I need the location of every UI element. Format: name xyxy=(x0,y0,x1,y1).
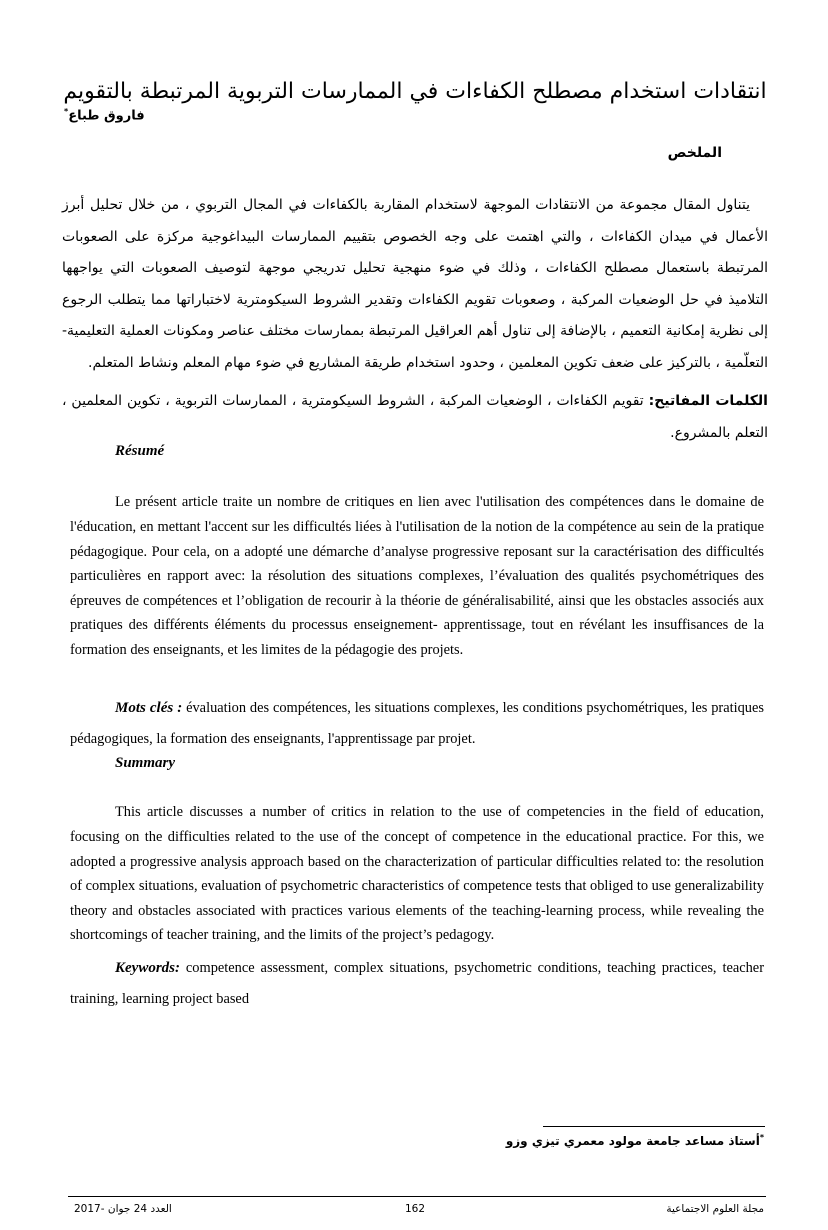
english-keywords xyxy=(70,953,764,1015)
author-footnote-marker: * xyxy=(64,107,69,116)
arabic-abstract-heading: الملخص xyxy=(667,145,722,161)
footnote-text: أستاذ مساعد جامعة مولود معمري تيزي وزو xyxy=(505,1134,760,1148)
footnote-divider xyxy=(543,1126,765,1127)
author-affiliation-footnote xyxy=(506,1133,764,1148)
arabic-abstract-body: يتناول المقال مجموعة من الانتقادات الموجهة لاستخدام المقاربة بالكفاءات في المجال التربوي ، من خلال تحليل أبرز الأعمال في ميدان الكفاءات ، والتي اهتمت على وجه الخصوص بتقييم الممارسات البيداغوجية مركزة على الصعوبات المرتبطة باستعمال مصطلح الكفاءات ، وذلك في ضوء منهجية تحليل تدريجي موجهة لتوصيف الصعوبات التي يواجهها التلاميذ في حل الوضعيات المركبة ، وصعوبات تقويم الكفاءات وتقدير الشروط السيكومترية لاختباراتها مما يتطلب الرجوع إلى نظرية إمكانية التعميم ، بالإضافة إلى تناول أهم العراقيل المرتبطة بممارسات مختلف عناصر ومكونات العملية التعليمية-التعلّمية ، بالتركيز على ضعف تكوين المعلمين ، وحدود استخدام طريقة المشاريع في ضوء مهام المعلم ونشاط المتعلم. xyxy=(62,197,768,371)
footer-page-number: 162 xyxy=(404,1203,426,1215)
footer-issue: العدد 24 جوان -2017 xyxy=(74,1203,172,1215)
footer-journal-name: مجلة العلوم الاجتماعية xyxy=(666,1203,764,1215)
author-name-text: فاروق طباع xyxy=(68,108,145,124)
english-abstract-heading: Summary xyxy=(115,755,176,771)
french-abstract-body: Le présent article traite un nombre de critiques en lien avec l'utilisation des compétences dans le domaine de l'éducation, en mettant l'accent sur les difficultés liées à l'utilisation de la notion de la compétence au sein de la pratique pédagogique. Pour cela, on a adopté une démarche d’analyse progressive reposant sur la caractérisation des difficultés particulières en rapport avec: la résolution des situations complexes, l’évaluation des qualités psychométriques des épreuves de compétences et l’obligation de recourir à la théorie de généralisabilité, ainsi que les obstacles associés aux pratiques des différents éléments du processus enseignement- apprentissage, tout en révélant les insuffisances de la formation des enseignants, et les limites de la pédagogie des projets. xyxy=(70,494,764,658)
article-title: انتقادات استخدام مصطلح الكفاءات في الممارسات التربوية المرتبطة بالتقويم xyxy=(63,78,767,104)
french-abstract-heading: Résumé xyxy=(115,443,165,459)
author-name xyxy=(64,107,145,123)
english-abstract-body: This article discusses a number of critics in relation to the use of competencies in the field of education, focusing on the difficulties related to the use of the concept of competence in the educational practice. For this, we adopted a progressive analysis approach based on the characterization of particular difficulties related to: the resolution of complex situations, evaluation of psychometric characteristics of competence tests that obliged to use generalizability theory and obstacles associated with practices various elements of the teaching-learning process, while revealing the shortcomings of teacher training, and the limits of the project’s pedagogy. xyxy=(70,804,764,944)
arabic-keywords-label: الكلمات المفاتيح: xyxy=(648,393,768,409)
french-keywords-text: évaluation des compétences, les situations complexes, les conditions psychométriques, les pratiques pédagogiques, la formation des enseignants, l'apprentissage par projet. xyxy=(70,700,764,748)
arabic-keywords xyxy=(62,386,768,449)
arabic-keywords-text: تقويم الكفاءات ، الوضعيات المركبة ، الشروط السيكومترية ، الممارسات التربوية ، تكوين المعلمين ، التعلم بالمشروع. xyxy=(62,393,768,441)
french-keywords xyxy=(70,693,764,755)
french-keywords-label: Mots clés : xyxy=(115,700,183,717)
english-keywords-text: competence assessment, complex situations, psychometric conditions, teaching practices, teacher training, learning project based xyxy=(70,960,764,1008)
footer-divider xyxy=(68,1196,766,1197)
english-keywords-label: Keywords: xyxy=(115,960,180,977)
footnote-marker: * xyxy=(759,1133,764,1142)
